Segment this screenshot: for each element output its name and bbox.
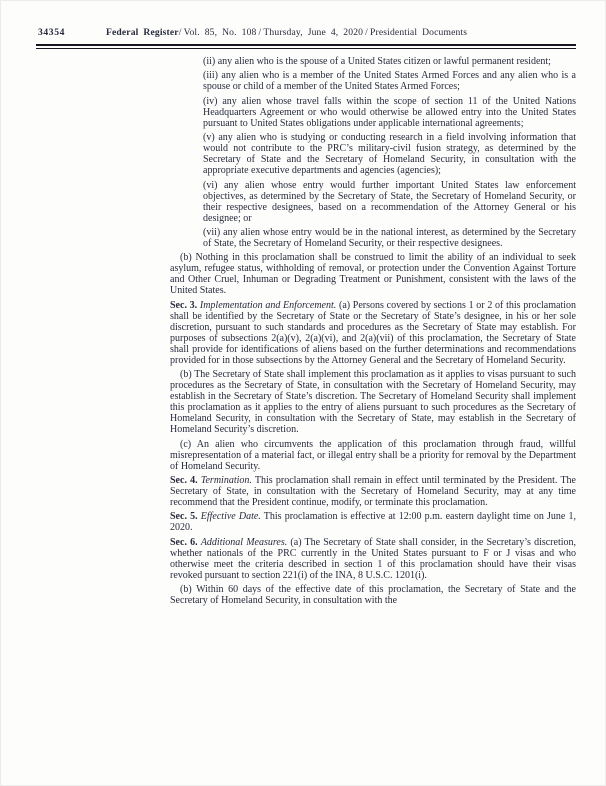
- paragraph-sec-6: [170, 537, 576, 581]
- paragraph-item-ii: (ii) any alien who is the spouse of a United States citizen or lawful permanent resident;: [203, 56, 551, 67]
- header-double-rule: [36, 44, 576, 49]
- paragraph-sec-3: [170, 300, 576, 366]
- section-text: (a) Persons covered by sections 1 or 2 of this proclamation shall be identified by the Secretary of State or the Secretary of State’s designee, in his or her sole discretion, pursuant to such standards and procedures as the Secretary of State may establish. For purposes of subsections 2(a)(v), 2(a)(vi), and 2(a)(vii) of this proclamation, the Secretary of State shall provide for identifications of aliens based on the further determinations and recommendations provided for in those subsections by the Attorney General and the Secretary of Homeland Security.: [170, 299, 577, 366]
- running-head: [106, 27, 467, 38]
- paragraph-sec-5: [170, 511, 576, 533]
- section-title: Implementation and Enforcement.: [199, 299, 337, 311]
- paragraph-item-v: (v) any alien who is studying or conducting research in a field involving information that would not contribute to the PRC’s military-civil fusion strategy, as determined by the Secretary of State and the Secretary of Homeland Security, in consultation with the appropriate executive departments and agencies (agencies);: [203, 132, 576, 177]
- running-head-citation: / Vol. 85, No. 108 / Thursday, June 4, 2020 / Presidential Documents: [178, 27, 468, 38]
- page-header: [38, 27, 576, 38]
- paragraph-para-3b: (b) The Secretary of State shall implement this proclamation as it applies to visas pursuant to such procedures as the Secretary of State, in consultation with the Secretary of Homeland Security, may establish in the Secretary of State’s discretion. The Secretary of Homeland Security shall implement this proclamation as it applies to the entry of aliens pursuant to such procedures as the Secretary of Homeland Security, in consultation with the Secretary of State, may establish in the Secretary of Homeland Security’s discretion.: [170, 369, 576, 436]
- paragraph-para-2b: (b) Nothing in this proclamation shall be construed to limit the ability of an individual to seek asylum, refugee status, withholding of removal, or protection under the Convention Against Torture and Other Cruel, Inhuman or Degrading Treatment or Punishment, consistent with the laws of the United States.: [170, 252, 576, 297]
- section-text: (a) The Secretary of State shall consider, in the Secretary’s discretion, whether nationals of the PRC currently in the United States pursuant to F or J visas and who otherwise meet the criteria described in section 1 of this proclamation should have their visas revoked pursuant to section 221(i) of the INA, 8 U.S.C. 1201(i).: [170, 536, 577, 581]
- section-title: Termination.: [200, 474, 252, 486]
- paragraph-para-6b: (b) Within 60 days of the effective date of this proclamation, the Secretary of State and the Secretary of Homeland Security, in consultation with the: [170, 584, 576, 607]
- paragraph-item-iii: (iii) any alien who is a member of the United States Armed Forces and any alien who is a spouse or child of a member of the United States Armed Forces;: [203, 70, 576, 93]
- paragraph-para-3c: (c) An alien who circumvents the application of this proclamation through fraud, willful misrepresentation of a material fact, or illegal entry shall be a priority for removal by the Department of Homeland Security.: [170, 438, 576, 472]
- paragraph-item-iv: (iv) any alien whose travel falls within the scope of section 11 of the United Nations Headquarters Agreement or who would otherwise be allowed entry into the United States pursuant to United States obligations under applicable international agreements;: [203, 95, 576, 129]
- document-text-column: [170, 56, 576, 609]
- paragraph-item-vi: (vi) any alien whose entry would further important United States law enforcement objectives, as determined by the Secretary of State, the Secretary of Homeland Security, or their respective designees, based on a recommendation of the Attorney General or his designee; or: [203, 179, 576, 224]
- paragraph-sec-4: [170, 475, 576, 508]
- section-label: Sec. 5.: [170, 511, 198, 523]
- section-text: This proclamation shall remain in effect until terminated by the President. The Secretary of State, in consultation with the Secretary of Homeland Security, may at any time recommend that the President continue, modify, or terminate this proclamation.: [170, 474, 576, 508]
- section-label: Sec. 4.: [170, 474, 198, 486]
- section-label: Sec. 6.: [170, 536, 198, 548]
- section-label: Sec. 3.: [170, 299, 198, 311]
- section-title: Additional Measures.: [200, 536, 288, 548]
- paragraph-item-vii: (vii) any alien whose entry would be in the national interest, as determined by the Secretary of State, the Secretary of Homeland Security, or their respective designees.: [203, 226, 576, 249]
- page-number: 34354: [38, 27, 65, 38]
- running-head-publication: Federal Register: [105, 27, 179, 38]
- section-text: This proclamation is effective at 12:00 p.m. eastern daylight time on June 1, 2020.: [170, 511, 576, 534]
- section-title: Effective Date.: [200, 511, 261, 523]
